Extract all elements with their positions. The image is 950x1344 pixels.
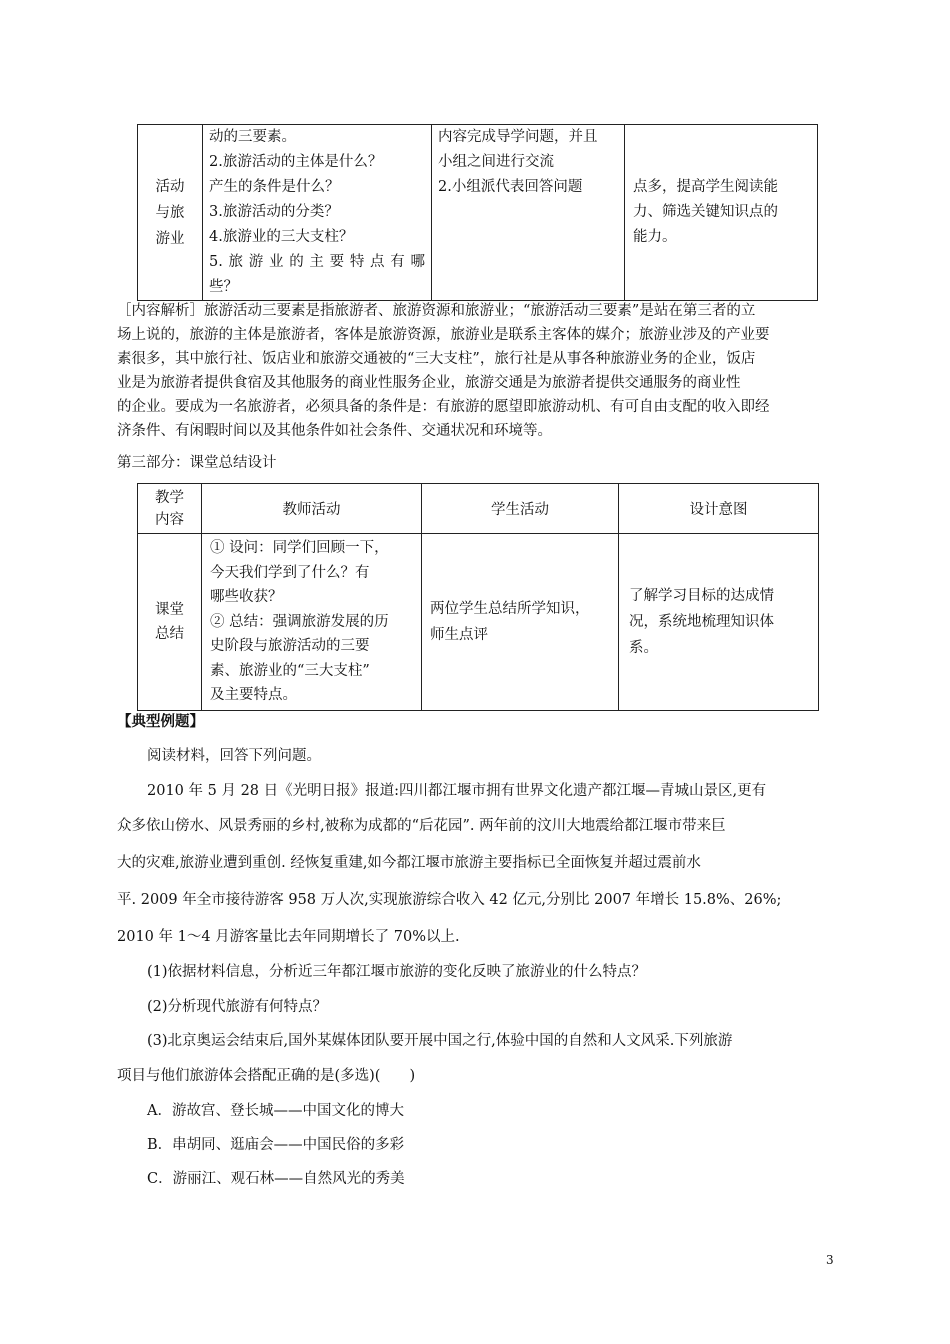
intent-line: 了解学习目标的达成情 xyxy=(629,588,774,604)
option-b: B．串胡同、逛庙会——中国民俗的多彩 xyxy=(147,1137,405,1153)
page-number: 3 xyxy=(826,1253,834,1267)
label-line: 与旅 xyxy=(155,204,185,221)
instruction: 阅读材料，回答下列问题。 xyxy=(147,748,321,764)
analysis-line: 素很多，其中旅行社、饭店业和旅游交通被的“三大支柱”，旅行社是从事各种旅游业务的企业，饭店 xyxy=(117,351,756,367)
question-2: (2)分析现代旅游有何特点？ xyxy=(147,999,328,1015)
material-line: 平. 2009 年全市接待游客 958 万人次,实现旅游综合收入 42 亿元,分别比 2007 年增长 15.8%、26%; xyxy=(117,892,782,908)
analysis-line: 场上说的，旅游的主体是旅游者，客体是旅游资源，旅游业是联系主客体的媒介；旅游业涉及的产业要 xyxy=(117,327,770,343)
teacher-line: 及主要特点。 xyxy=(210,687,297,704)
header-content xyxy=(138,484,202,534)
student-line: 师生点评 xyxy=(430,627,488,643)
row-label-line: 课堂 xyxy=(155,602,184,618)
section-title: 第三部分：课堂总结设计 xyxy=(117,455,277,471)
teacher-line: 动的三要素。 xyxy=(209,129,296,145)
activity-table xyxy=(137,124,818,301)
header-line: 内容 xyxy=(155,511,184,528)
analysis-line: ［内容解析］旅游活动三要素是指旅游者、旅游资源和旅游业；“旅游活动三要素”是站在第三者的立 xyxy=(117,303,756,319)
option-a: A．游故宫、登长城——中国文化的博大 xyxy=(147,1103,404,1119)
teacher-line: 今天我们学到了什么？有 xyxy=(210,564,370,581)
material-line: 2010 年 1～4 月游客量比去年同期增长了 70%以上. xyxy=(117,929,460,945)
header-line: 教学 xyxy=(155,489,184,506)
row-label-line: 总结 xyxy=(155,626,184,642)
student-line: 内容完成导学问题，并且 xyxy=(438,129,598,145)
intent-line: 况，系统地梳理知识体 xyxy=(629,614,774,630)
question-3-line: (3)北京奥运会结束后,国外某媒体团队要开展中国之行,体验中国的自然和人文风采.下列旅游 xyxy=(147,1033,733,1049)
teacher-activity xyxy=(202,534,422,711)
teacher-line: 5.旅游业的主要特点有哪 xyxy=(209,254,425,270)
student-activity xyxy=(422,534,619,711)
teacher-cell xyxy=(203,125,432,301)
analysis-line: 业是为旅游者提供食宿及其他服务的商业性服务企业，旅游交通是为旅游者提供交通服务的商业性 xyxy=(117,375,741,391)
teacher-line: 2.旅游活动的主体是什么？ xyxy=(209,154,383,170)
analysis-line: 的企业。要成为一名旅游者，必须具备的条件是：有旅游的愿望即旅游动机、有可自由支配的收入即经 xyxy=(117,399,770,415)
header-intent: 设计意图 xyxy=(619,484,819,534)
teacher-line: 哪些收获？ xyxy=(210,589,283,606)
intent-line: 能力。 xyxy=(633,229,677,245)
material-line: 众多依山傍水、风景秀丽的乡村,被称为成都的“后花园”. 两年前的汶川大地震给都江堰市带来巨 xyxy=(117,818,726,834)
header-teacher: 教师活动 xyxy=(202,484,422,534)
label-line: 活动 xyxy=(155,178,185,195)
intent-line: 点多，提高学生阅读能 xyxy=(633,179,778,195)
intent-line: 系。 xyxy=(629,640,658,656)
teacher-line: 产生的条件是什么？ xyxy=(209,179,340,195)
student-line: 两位学生总结所学知识， xyxy=(430,601,590,617)
analysis-line: 济条件、有闲暇时间以及其他条件如社会条件、交通状况和环境等。 xyxy=(117,423,552,439)
material-line: 大的灾难,旅游业遭到重创. 经恢复重建,如今都江堰市旅游主要指标已全面恢复并超过震前水 xyxy=(117,855,701,871)
teacher-line: 素、旅游业的“三大支柱” xyxy=(210,662,370,679)
intent-line: 力、筛选关键知识点的 xyxy=(633,204,778,220)
row-label xyxy=(138,534,202,711)
summary-table xyxy=(137,483,819,711)
intent-cell xyxy=(625,125,818,301)
activity-label-cell xyxy=(138,125,203,301)
material-line: 2010 年 5 月 28 日《光明日报》报道:四川都江堰市拥有世界文化遗产都江堰—青城山景区,更有 xyxy=(147,783,767,799)
example-title: 【典型例题】 xyxy=(117,713,204,730)
design-intent xyxy=(619,534,819,711)
teacher-line: 4.旅游业的三大支柱？ xyxy=(209,229,354,245)
teacher-line: 史阶段与旅游活动的三要 xyxy=(210,638,370,655)
teacher-line: 3.旅游活动的分类？ xyxy=(209,204,339,220)
label-line: 游业 xyxy=(155,230,185,247)
question-1: (1)依据材料信息，分析近三年都江堰市旅游的变化反映了旅游业的什么特点？ xyxy=(147,964,647,980)
student-cell xyxy=(432,125,625,301)
teacher-line: ② 总结：强调旅游发展的历 xyxy=(210,613,389,630)
question-3-line: 项目与他们旅游体会搭配正确的是(多选)( ) xyxy=(117,1068,416,1084)
teacher-line: ① 设问：同学们回顾一下， xyxy=(210,540,389,557)
header-student: 学生活动 xyxy=(422,484,619,534)
student-line: 小组之间进行交流 xyxy=(438,154,554,170)
option-c: C．游丽江、观石林——自然风光的秀美 xyxy=(147,1171,405,1187)
student-line: 2.小组派代表回答问题 xyxy=(438,179,583,195)
teacher-line: 些？ xyxy=(209,279,238,295)
